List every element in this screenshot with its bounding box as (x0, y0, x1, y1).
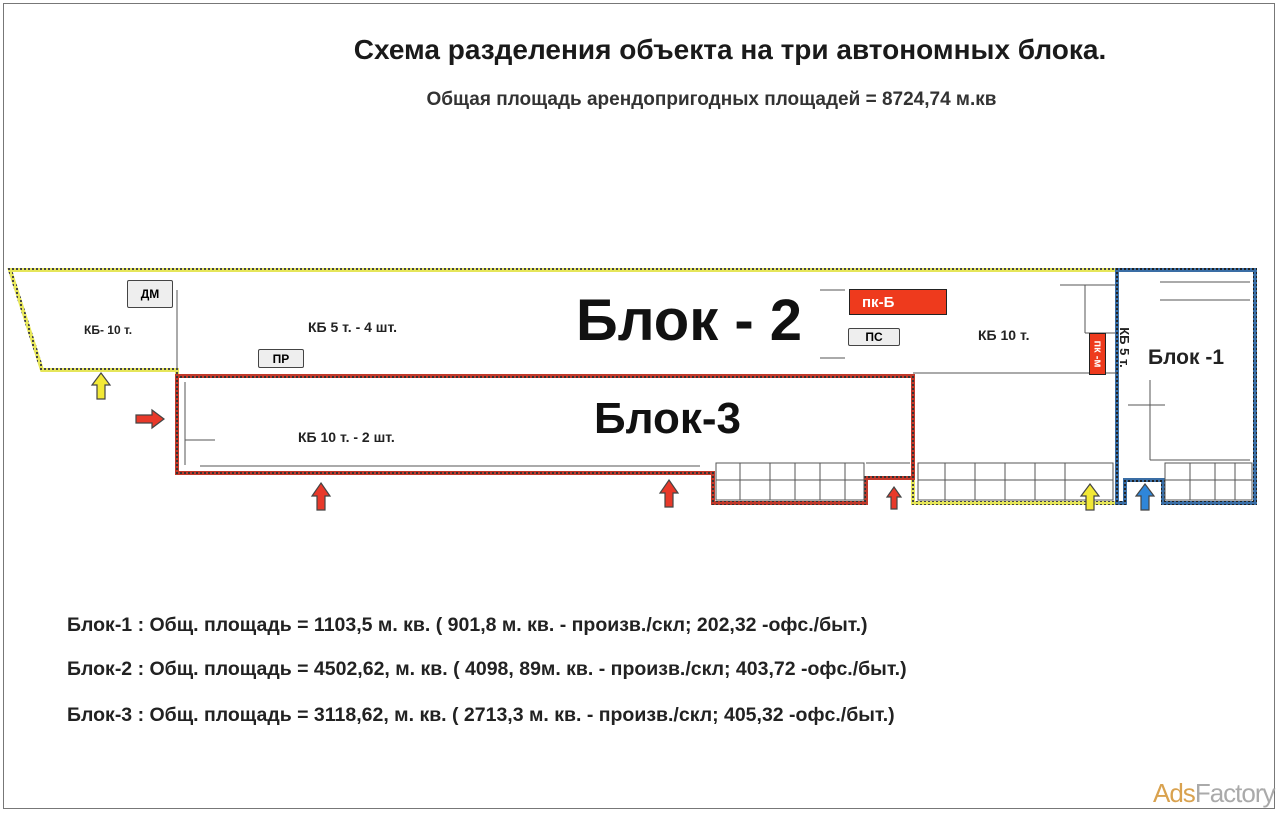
block-3-label: Блок-3 (594, 394, 742, 443)
room-pk-m (1089, 333, 1106, 375)
room-pk-m-text: пк -м (1091, 340, 1104, 368)
entrance-arrow-blue (1136, 484, 1154, 510)
crane-label-kb10-left: КБ- 10 т. (84, 323, 133, 337)
page-title: Схема разделения объекта на три автономных блока. (353, 34, 1107, 65)
page-subtitle: Общая площадь арендопригодных площадей = 8724,74 м.кв (426, 89, 997, 110)
entrance-arrow-yellow-2 (1081, 484, 1099, 510)
room-ps: ПС (848, 328, 900, 346)
crane-label-kb10-2: КБ 10 т. - 2 шт. (298, 429, 395, 445)
block-1-label: Блок -1 (1148, 346, 1225, 369)
entrance-arrow-red-1 (312, 483, 330, 510)
crane-label-kb5-vertical: КБ 5 т. (1116, 327, 1132, 368)
summary-block-2: Блок-2 : Общ. площадь = 4502,62, м. кв. ( 4098, 89м. кв. - произв./скл; 403,72 -офс./быт.) (67, 658, 907, 680)
entrance-arrow-red-3 (887, 487, 901, 509)
crane-label-kb5-4: КБ 5 т. - 4 шт. (308, 319, 397, 335)
entrance-arrow-red-left (136, 410, 164, 428)
summary-block-1: Блок-1 : Общ. площадь = 1103,5 м. кв. ( 901,8 м. кв. - произв./скл; 202,32 -офс./быт.) (67, 614, 868, 636)
room-pk-b: пк-Б (849, 289, 947, 315)
adsfactory-watermark: AdsFactory (1153, 778, 1275, 808)
summary-block-3: Блок-3 : Общ. площадь = 3118,62, м. кв. ( 2713,3 м. кв. - произв./скл; 405,32 -офс./быт.) (67, 704, 895, 726)
entrance-arrow-yellow-1 (92, 373, 110, 399)
entrance-arrow-red-2 (660, 480, 678, 507)
crane-label-kb10-right: КБ 10 т. (978, 327, 1030, 343)
block-3-outline (177, 376, 913, 503)
block-1-outline (1117, 270, 1255, 503)
room-pr: ПР (258, 349, 304, 368)
block-2-label: Блок - 2 (576, 288, 803, 353)
room-dm: ДМ (127, 280, 173, 308)
